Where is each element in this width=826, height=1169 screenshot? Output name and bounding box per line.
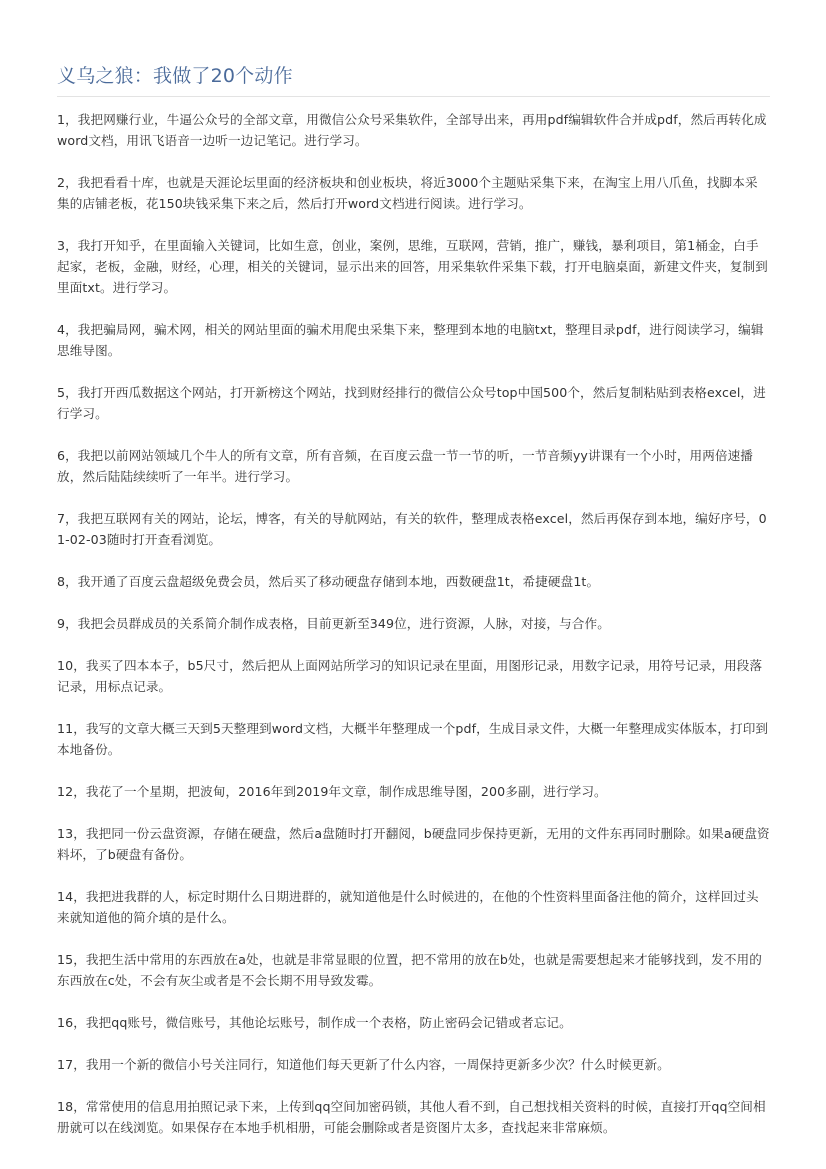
action-item: 3，我打开知乎，在里面输入关键词，比如生意，创业，案例，思维，互联网，营销，推广，赚钱，暴利项目，第1桶金，白手起家，老板，金融，财经，心理，相关的关键词，显示出来的回答，用采集软件采集下载，打开电脑桌面，新建文件夹，复制到里面txt。进行学习。	[57, 238, 768, 295]
action-item: 17，我用一个新的微信小号关注同行，知道他们每天更新了什么内容，一周保持更新多少次？什么时候更新。	[57, 1057, 670, 1072]
action-item: 15，我把生活中常用的东西放在a处，也就是非常显眼的位置，把不常用的放在b处，也就是需要想起来才能够找到，发不用的东西放在c处，不会有灰尘或者是不会长期不用导致发霉。	[57, 952, 762, 988]
action-item: 4，我把骗局网，骗术网，相关的网站里面的骗术用爬虫采集下来，整理到本地的电脑txt，整理目录pdf，进行阅读学习，编辑思维导图。	[57, 322, 764, 358]
action-item: 8，我开通了百度云盘超级免费会员，然后买了移动硬盘存储到本地，西数硬盘1t，希捷硬盘1t。	[57, 574, 600, 589]
document-title: 义乌之狼：我做了20个动作	[57, 65, 293, 87]
action-item: 9，我把会员群成员的关系简介制作成表格，目前更新至349位，进行资源，人脉，对接，与合作。	[57, 616, 610, 631]
action-item: 5，我打开西瓜数据这个网站，打开新榜这个网站，找到财经排行的微信公众号top中国500个，然后复制粘贴到表格excel，进行学习。	[57, 385, 766, 421]
action-item: 12，我花了一个星期，把波甸，2016年到2019年文章，制作成思维导图，200多副，进行学习。	[57, 784, 607, 799]
document-page	[57, 62, 770, 1159]
action-item: 18，常常使用的信息用拍照记录下来，上传到qq空间加密码锁，其他人看不到，自己想找相关资料的时候，直接打开qq空间相册就可以在线浏览。如果保存在本地手机相册，可能会删除或者是资图片太多，查找起来非常麻烦。	[57, 1099, 766, 1135]
action-item: 6，我把以前网站领域几个牛人的所有文章，所有音频，在百度云盘一节一节的听，一节音频yy讲课有一个小时，用两倍速播放，然后陆陆续续听了一年半。进行学习。	[57, 448, 753, 484]
action-item: 13，我把同一份云盘资源，存储在硬盘，然后a盘随时打开翻阅，b硬盘同步保持更新，无用的文件东再同时删除。如果a硬盘资料坏，了b硬盘有备份。	[57, 826, 770, 862]
action-item: 7，我把互联网有关的网站，论坛，博客，有关的导航网站，有关的软件，整理成表格excel，然后再保存到本地，编好序号，01-02-03随时打开查看浏览。	[57, 511, 767, 547]
action-item: 10，我买了四本本子，b5尺寸，然后把从上面网站所学习的知识记录在里面，用图形记录，用数字记录，用符号记录，用段落记录，用标点记录。	[57, 658, 763, 694]
title-divider	[57, 96, 770, 97]
action-item: 1，我把网赚行业，牛逼公众号的全部文章，用微信公众号采集软件，全部导出来，再用pdf编辑软件合并成pdf，然后再转化成word文档，用讯飞语音一边听一边记笔记。进行学习。	[57, 112, 767, 148]
action-item: 14，我把进我群的人，标定时期什么日期进群的，就知道他是什么时候进的，在他的个性资料里面备注他的简介，这样回过头来就知道他的简介填的是什么。	[57, 889, 759, 925]
action-item: 16，我把qq账号，微信账号，其他论坛账号，制作成一个表格，防止密码会记错或者忘记。	[57, 1015, 572, 1030]
action-item: 2，我把看看十库，也就是天涯论坛里面的经济板块和创业板块，将近3000个主题贴采集下来，在淘宝上用八爪鱼，找脚本采集的店铺老板，花150块钱采集下来之后，然后打开word文档进行阅读。进行学习。	[57, 175, 758, 211]
action-item: 11，我写的文章大概三天到5天整理到word文档，大概半年整理成一个pdf，生成目录文件，大概一年整理成实体版本，打印到本地备份。	[57, 721, 769, 757]
action-list	[57, 109, 770, 1138]
